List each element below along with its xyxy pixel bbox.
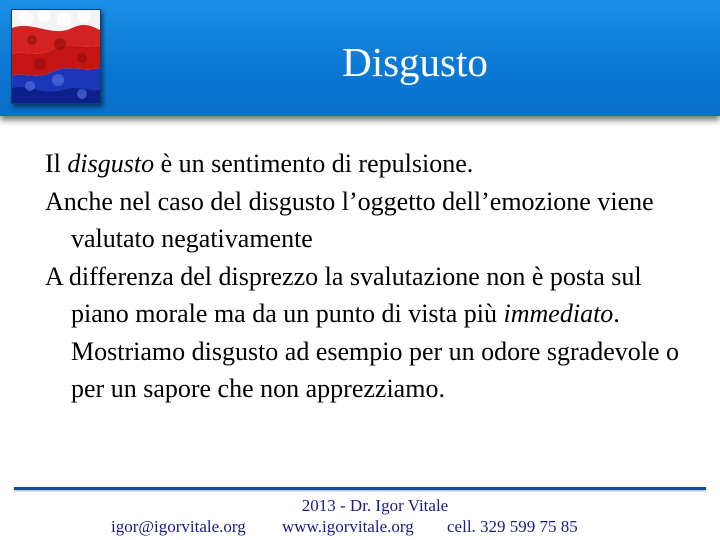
- italic-text: disgusto: [67, 149, 155, 178]
- logo-image: [11, 9, 101, 104]
- slide-footer: [0, 492, 720, 540]
- slide-title: Disgusto: [342, 39, 488, 85]
- footer-divider: [14, 487, 706, 490]
- text-span: . Mostriamo disgusto ad esempio per un odore sgradevole o per un sapore che non apprezziamo.: [71, 299, 679, 403]
- text-span: Anche nel caso del disgusto l’oggetto dell’emozione viene valutato negativamente: [45, 186, 654, 253]
- italic-text: immediato: [503, 299, 614, 328]
- text-span: è un sentimento di repulsione.: [154, 149, 474, 178]
- footer-website[interactable]: www.igorvitale.org: [282, 517, 414, 536]
- slide-body: [45, 145, 705, 408]
- text-span: Il: [45, 149, 68, 178]
- body-paragraph: [45, 183, 705, 258]
- footer-email[interactable]: igor@igorvitale.org: [111, 517, 246, 536]
- slide-header: [0, 0, 720, 116]
- flag-heart-mosaic-icon: [12, 10, 100, 103]
- body-paragraph: [45, 145, 705, 183]
- footer-author-year: 2013 - Dr. Igor Vitale: [301, 496, 449, 515]
- text-span: A differenza del disprezzo la svalutazione non è posta sul piano morale ma da un punto di vista più: [45, 261, 642, 328]
- footer-phone: cell. 329 599 75 85: [447, 517, 578, 536]
- body-paragraph: [45, 258, 705, 408]
